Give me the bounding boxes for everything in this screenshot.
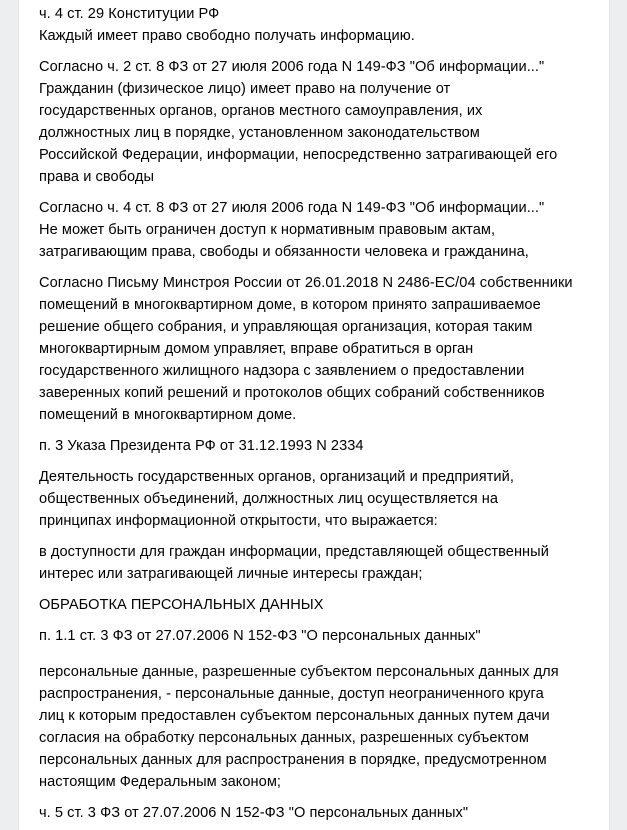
text-line: Согласно Письму Минстроя России от 26.01.2018 N 2486-ЕС/04 собственники bbox=[39, 275, 573, 291]
text-line: ч. 4 ст. 29 Конституции РФ bbox=[39, 6, 220, 22]
text-line: Деятельность государственных органов, организаций и предприятий, bbox=[39, 469, 514, 485]
text-line: Не может быть ограничен доступ к нормативным правовым актам, bbox=[39, 222, 496, 238]
post-card bbox=[18, 0, 610, 830]
paragraph-149fz-art8-p2 bbox=[39, 56, 595, 188]
text-line: Гражданин (физическое лицо) имеет право на получение от bbox=[39, 81, 451, 97]
text-line: распространения, - персональные данные, доступ неограниченного круга bbox=[39, 686, 544, 702]
paragraph-152fz-art3-p5 bbox=[39, 802, 595, 824]
text-line: Каждый имеет право свободно получать информацию. bbox=[39, 28, 415, 44]
paragraph-cut-top bbox=[39, 0, 595, 1]
text-line: многоквартирным домом управляет, вправе обратиться в орган bbox=[39, 341, 474, 357]
text-line: Согласно ч. 2 ст. 8 ФЗ от 27 июля 2006 года N 149-ФЗ "Об информации..." bbox=[39, 59, 545, 75]
text-line: принципах информационной открытости, что выражается: bbox=[39, 513, 438, 529]
text-line: лиц к которым предоставлен субъектом персональных данных путем дачи bbox=[39, 708, 550, 724]
paragraph-personal-data-definition bbox=[39, 661, 595, 793]
text-line: государственного жилищного надзора с заявлением о предоставлении bbox=[39, 363, 525, 379]
paragraph-presidential-decree bbox=[39, 435, 595, 457]
text-line: Согласно ч. 4 ст. 8 ФЗ от 27 июля 2006 года N 149-ФЗ "Об информации..." bbox=[39, 200, 545, 216]
text-line: Российской Федерации, информации, непосредственно затрагивающей его bbox=[39, 147, 558, 163]
text-line: общественных объединений, должностных лиц осуществляется на bbox=[39, 491, 499, 507]
text-line: персональные данные, разрешенные субъектом персональных данных для bbox=[39, 664, 559, 680]
text-line: интерес или затрагивающей личные интересы граждан; bbox=[39, 566, 423, 582]
text-line: настоящим Федеральным законом; bbox=[39, 774, 282, 790]
text-line: персональных данных для распространения в порядке, предусмотренном bbox=[39, 752, 547, 768]
text-line: государственных органов, органов местного самоуправления, их bbox=[39, 103, 483, 119]
text-line: помещений в многоквартирном доме. bbox=[39, 407, 297, 423]
text-line: заверенных копий решений и протоколов общих собраний собственников bbox=[39, 385, 545, 401]
paragraph-openness-principles bbox=[39, 466, 595, 532]
text-line: ОБРАБОТКА ПЕРСОНАЛЬНЫХ ДАННЫХ bbox=[39, 597, 324, 613]
text-line: права и свободы bbox=[39, 169, 155, 185]
text-line: п. 3 Указа Президента РФ от 31.12.1993 N 2334 bbox=[39, 438, 364, 454]
paragraph-constitution bbox=[39, 3, 595, 47]
section-heading-personal-data bbox=[39, 594, 595, 616]
text-line: затрагивающим права, свободы и обязанности человека и гражданина, bbox=[39, 244, 529, 260]
text-line bbox=[39, 0, 595, 1]
paragraph-152fz-art3-p11 bbox=[39, 625, 595, 647]
text-line: в доступности для граждан информации, представляющей общественный bbox=[39, 544, 549, 560]
text-line: п. 1.1 ст. 3 ФЗ от 27.07.2006 N 152-ФЗ "О персональных данных" bbox=[39, 628, 481, 644]
text-line: помещений в многоквартирном доме, в котором принято запрашиваемое bbox=[39, 297, 541, 313]
text-line: согласия на обработку персональных данных, разрешенных субъектом bbox=[39, 730, 529, 746]
paragraph-149fz-art8-p4 bbox=[39, 197, 595, 263]
text-line: ч. 5 ст. 3 ФЗ от 27.07.2006 N 152-ФЗ "О персональных данных" bbox=[39, 805, 469, 821]
paragraph-minstroy-letter bbox=[39, 272, 595, 426]
paragraph-accessibility bbox=[39, 541, 595, 585]
text-line: решение общего собрания, и управляющая организация, которая таким bbox=[39, 319, 533, 335]
text-line: должностных лиц в порядке, установленном законодательством bbox=[39, 125, 480, 141]
